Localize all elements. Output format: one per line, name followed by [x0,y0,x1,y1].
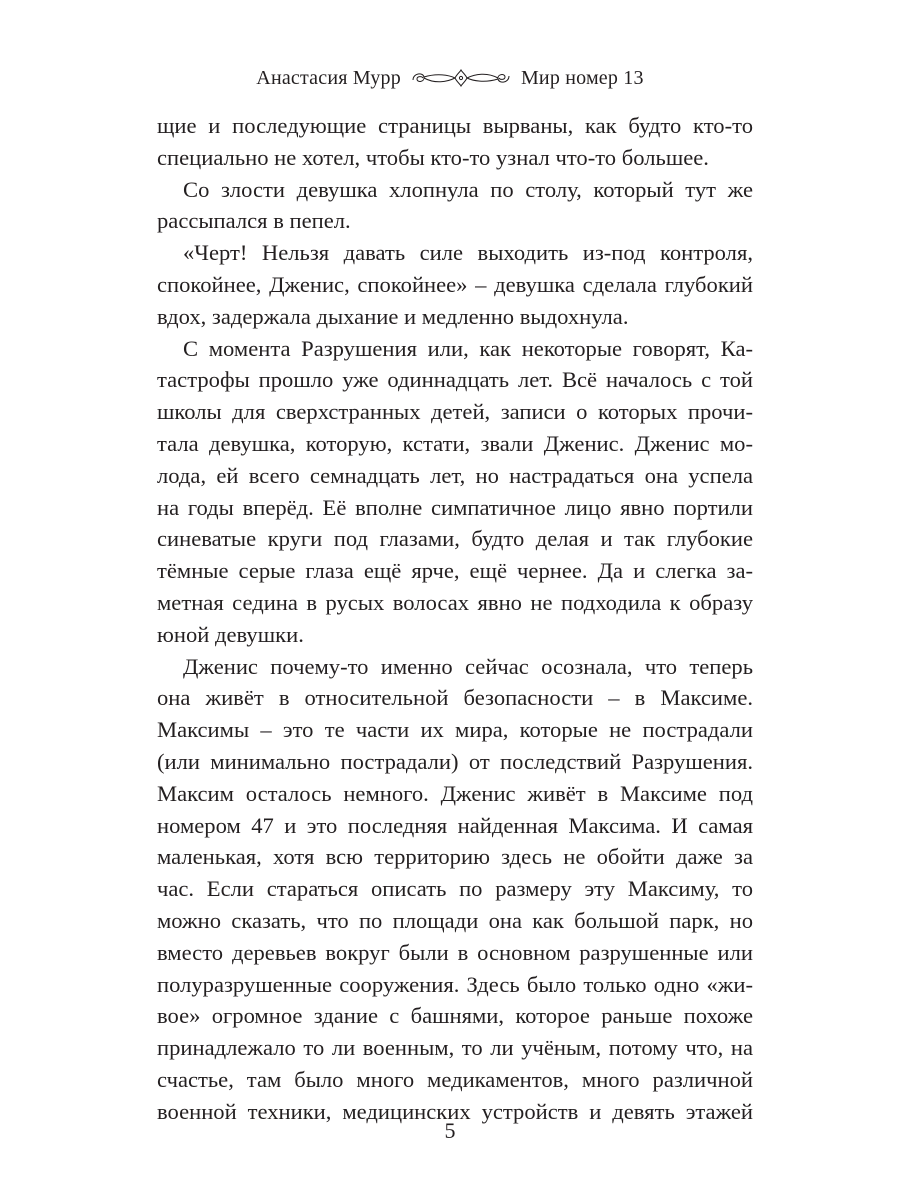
text-line: вдох, задержала дыхание и медленно выдохнула. [157,303,629,329]
flourish-ornament-icon [409,64,513,92]
header-author: Анастасия Мурр [256,66,401,89]
text-line: щие и последующие страницы вырваны, как будто кто-то [157,113,753,138]
text-line: принадлежало то ли военным, то ли учёным, потому что, на [157,1035,753,1061]
text-line: Максим осталось немного. Дженис живёт в Максиме под [157,780,753,806]
text-line: синеватые круги под глазами, будто делая и так глубокие [157,526,753,552]
text-line: лода, ей всего семнадцать лет, но настрадаться она успела [157,462,753,488]
page-number: 5 [444,1118,456,1143]
text-line: метная седина в русых волосах явно не подходила к образу [157,589,753,615]
text-line: счастье, там было много медикаментов, много различной [157,1066,753,1092]
text-line: вместо деревьев вокруг были в основном разрушенные или [157,939,753,965]
text-line: на годы вперёд. Её вполне симпатичное лицо явно портили [157,494,753,520]
body-text [157,110,753,1128]
text-line: тёмные серые глаза ещё ярче, ещё чернее. Да и слегка за- [157,558,753,584]
text-line: тала девушка, которую, кстати, звали Дженис. Дженис мо- [157,430,753,456]
text-line: тастрофы прошло уже одиннадцать лет. Всё началось с той [157,367,753,393]
text-line: можно сказать, что по площади она как большой парк, но [157,907,753,933]
text-line: вое» огромное здание с башнями, которое раньше похоже [157,1003,753,1029]
text-line: спокойнее, Дженис, спокойнее» – девушка сделала глубокий [157,271,753,297]
text-line: юной девушки. [157,621,304,647]
text-line: рассыпался в пепел. [157,208,351,234]
text-line: Дженис почему-то именно сейчас осознала, что теперь [183,653,753,679]
text-line: военной техники, медицинских устройств и девять этажей [157,1098,753,1124]
text-line: она живёт в относительной безопасности – в Максиме. [157,685,753,711]
text-line: Со злости девушка хлопнула по столу, который тут же [183,176,753,202]
text-line: Максимы – это те части их мира, которые не пострадали [157,717,753,743]
text-line: час. Если стараться описать по размеру эту Максиму, то [157,876,753,902]
header-book-title: Мир номер 13 [520,66,644,89]
running-header [0,62,900,94]
text-line: С момента Разрушения или, как некоторые говорят, Ка- [183,335,753,361]
text-line: маленькая, хотя всю территорию здесь не обойти даже за [157,844,753,870]
text-line: (или минимально пострадали) от последствий Разрушения. [157,748,753,774]
text-line: «Черт! Нельзя давать силе выходить из-под контроля, [183,240,753,266]
text-line: специально не хотел, чтобы кто-то узнал что-то большее. [157,144,709,170]
text-line: номером 47 и это последняя найденная Максима. И самая [157,812,753,838]
text-line: полуразрушенные сооружения. Здесь было только одно «жи- [157,971,753,997]
text-line: школы для сверхстранных детей, записи о которых прочи- [157,399,753,425]
